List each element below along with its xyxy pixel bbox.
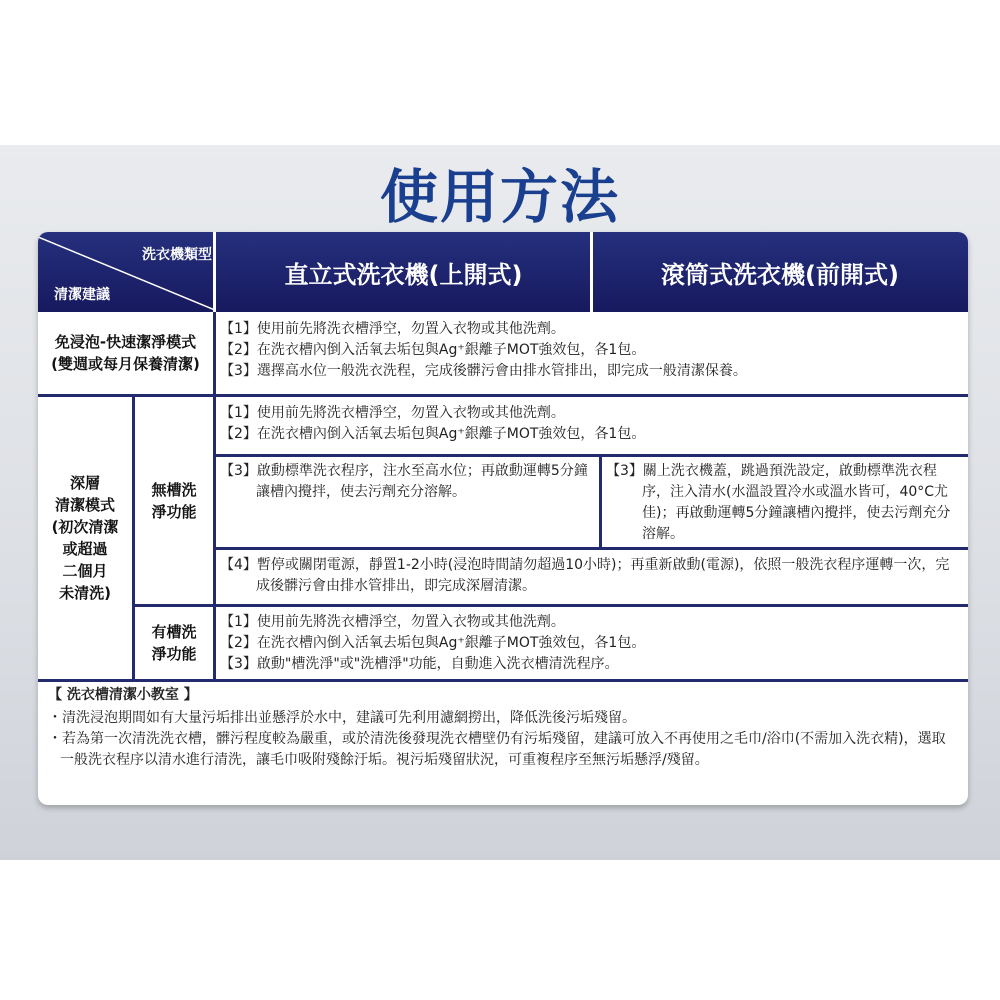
label-line: 有槽洗 [151, 623, 197, 641]
column-top-load: 直立式洗衣機(上開式) [284, 260, 523, 289]
quick-mode-label [38, 312, 213, 394]
label-line: 清潔模式 [54, 496, 115, 514]
step: 【2】在洗衣槽內倒入活氧去垢包與Ag⁺銀離子MOT強效包，各1包。 [220, 342, 646, 358]
no-self-clean-label [135, 397, 213, 604]
page-title: 使用方法 [379, 163, 620, 231]
grid-line [599, 454, 602, 548]
step: 【1】使用前先將洗衣槽淨空，勿置入衣物或其他洗劑。 [220, 405, 565, 421]
self-clean-steps [220, 612, 960, 675]
step: 【3】啟動"槽洗淨"或"洗槽淨"功能，自動進入洗衣槽清洗程序。 [220, 656, 619, 672]
deep-common-steps [220, 403, 960, 445]
step: 【3】選擇高水位一般洗衣洗程，完成後髒污會由排水管排出，即完成一般清潔保養。 [220, 363, 747, 379]
grid-line [132, 604, 968, 607]
quick-steps [220, 319, 960, 382]
step: 【1】使用前先將洗衣槽淨空，勿置入衣物或其他洗劑。 [220, 614, 565, 630]
table-header [38, 232, 968, 312]
tip-item: ・若為第一次清洗洗衣槽，髒污程度較為嚴重，或於清洗後發現洗衣槽壁仍有污垢殘留，建議可放入不再使用之毛巾/浴巾(不需加入洗衣精)，選取一般洗衣程序以清水進行清洗，讓毛巾吸附殘餘汙垢。視污垢殘留狀況，可重複程序至無污垢懸浮/殘留。 [48, 731, 946, 768]
tips-title: 【 洗衣槽清潔小教室 】 [48, 687, 198, 703]
step: 【3】關上洗衣機蓋，跳過預洗設定，啟動標準洗衣程序，注入清水(水溫設置冷水或溫水皆可，40°C尤佳)；再啟動運轉5分鐘讓槽內攪拌，使去污劑充分溶解。 [606, 463, 951, 542]
step3-front-load [606, 461, 962, 545]
self-clean-label [135, 607, 213, 679]
label-line: 淨功能 [151, 645, 197, 663]
quick-mode-title: 免浸泡-快速潔淨模式 [54, 333, 197, 351]
step: 【2】在洗衣槽內倒入活氧去垢包與Ag⁺銀離子MOT強效包，各1包。 [220, 635, 646, 651]
tip-item: ・清洗浸泡期間如有大量污垢排出並懸浮於水中，建議可先利用濾網撈出，降低洗後污垢殘留。 [48, 710, 636, 726]
instruction-table [38, 232, 968, 805]
header-divider [213, 232, 216, 312]
step: 【4】暫停或關閉電源，靜置1-2小時(浸泡時間請勿超過10小時)；再重新啟動(電源)，依照一般洗衣程序運轉一次，完成後髒污會由排水管排出，即完成深層清潔。 [220, 557, 950, 594]
tips-section [48, 685, 958, 771]
deep-mode-label [38, 397, 132, 679]
grid-line [38, 679, 968, 682]
column-front-load: 滾筒式洗衣機(前開式) [661, 260, 899, 289]
grid-line [213, 454, 968, 457]
step4 [220, 555, 960, 597]
step: 【2】在洗衣槽內倒入活氧去垢包與Ag⁺銀離子MOT強效包，各1包。 [220, 426, 646, 442]
step: 【1】使用前先將洗衣槽淨空，勿置入衣物或其他洗劑。 [220, 321, 565, 337]
label-line: 淨功能 [151, 502, 197, 521]
label-line: 二個月 [62, 562, 108, 580]
label-line: (初次清潔 [51, 518, 119, 536]
quick-mode-subtitle: (雙週或每月保養清潔) [51, 355, 200, 373]
step: 【3】啟動標準洗衣程序，注水至高水位；再啟動運轉5分鐘讓槽內攪拌，使去污劑充分溶解。 [220, 463, 588, 500]
label-line: 無槽洗 [151, 480, 197, 499]
label-line: 深層 [69, 474, 100, 492]
label-line: 或超過 [62, 540, 108, 558]
grid-line [213, 312, 216, 680]
corner-label-advice: 清潔建議 [54, 287, 110, 303]
corner-label-type: 洗衣機類型 [142, 247, 212, 263]
step3-top-load [220, 461, 592, 503]
label-line: 未清洗) [59, 584, 111, 602]
grid-line [213, 547, 968, 550]
header-divider [590, 232, 593, 312]
